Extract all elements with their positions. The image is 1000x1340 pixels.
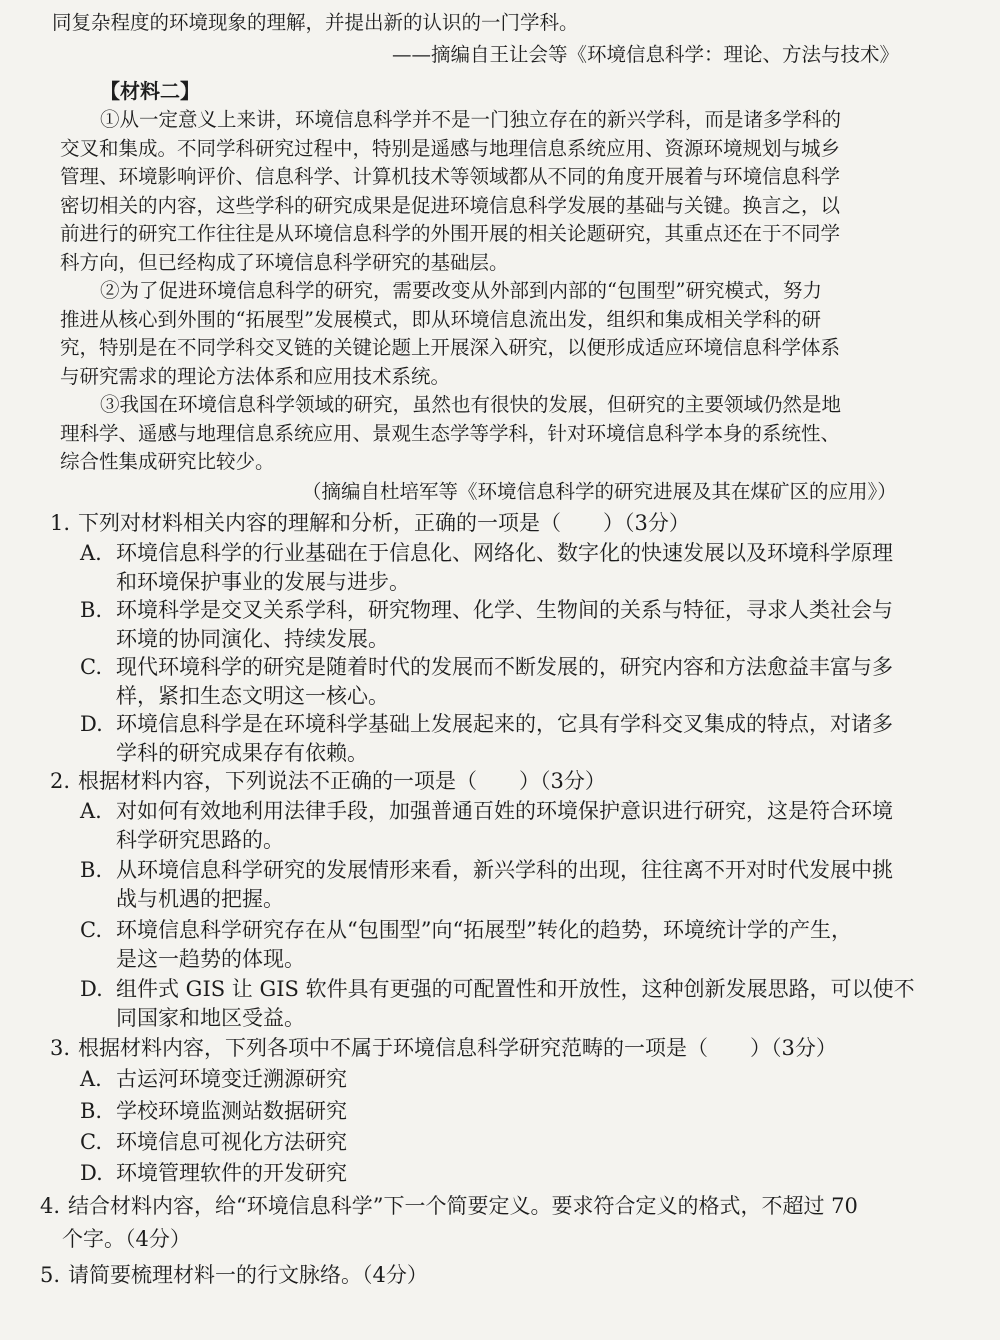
option-text: 对如何有效地利用法律手段，加强普通百姓的环境保护意识进行研究，这是符合环境 [116, 799, 893, 823]
option-continuation: 学科的研究成果存有依赖。 [116, 741, 368, 765]
option-label: D. [80, 712, 103, 736]
source-line-2: （摘编自杜培军等《环境信息科学的研究进展及其在煤矿区的应用》） [302, 480, 897, 503]
option-text: 现代环境科学的研究是随着时代的发展而不断发展的，研究内容和方法愈益丰富与多 [116, 655, 893, 679]
material-line: 究，特别是在不同学科交叉链的关键论题上开展深入研究，以便形成适应环境信息科学体系 [60, 336, 841, 359]
option-label: A. [80, 541, 102, 565]
option-continuation: 样，紧扣生态文明这一核心。 [116, 684, 389, 708]
question-3-stem [50, 1035, 837, 1061]
option-label: D. [80, 1161, 103, 1185]
option-continuation: 科学研究思路的。 [116, 828, 284, 852]
material-line: 管理、环境影响评价、信息科学、计算机技术等领域都从不同的角度开展着与环境信息科学 [60, 165, 841, 188]
question-number: 5. [40, 1263, 61, 1287]
question-1-option-d [80, 711, 893, 737]
material-line: ②为了促进环境信息科学的研究，需要改变从外部到内部的“包围型”研究模式，努力 [100, 279, 822, 302]
question-5-stem [40, 1262, 428, 1288]
material-line: 理科学、遥感与地理信息系统应用、景观生态学等学科，针对环境信息科学本身的系统性、 [60, 422, 841, 445]
question-text: 下列对材料相关内容的理解和分析，正确的一项是（ ）（3分） [78, 511, 690, 535]
material-heading: 【材料二】 [100, 79, 200, 103]
option-continuation: 战与机遇的把握。 [116, 887, 284, 911]
option-label: C. [80, 1130, 102, 1154]
question-text: 根据材料内容，下列说法不正确的一项是（ ）（3分） [78, 769, 606, 793]
question-2-stem [50, 768, 606, 794]
option-label: B. [80, 598, 103, 622]
question-1-option-a [80, 540, 893, 566]
material-line: 综合性集成研究比较少。 [60, 450, 275, 473]
question-4-stem [40, 1193, 858, 1219]
option-label: C. [80, 918, 102, 942]
question-number: 2. [50, 769, 71, 793]
option-continuation: 同国家和地区受益。 [116, 1006, 305, 1030]
question-text: 结合材料内容，给“环境信息科学”下一个简要定义。要求符合定义的格式，不超过 70 [68, 1194, 858, 1218]
option-label: D. [80, 977, 103, 1001]
source-line-1: ——摘编自王让会等《环境信息科学：理论、方法与技术》 [392, 43, 900, 66]
material-line: 推进从核心到外围的“拓展型”发展模式，即从环境信息流出发，组织和集成相关学科的研 [60, 308, 821, 331]
question-text: 根据材料内容，下列各项中不属于环境信息科学研究范畴的一项是（ ）（3分） [78, 1036, 837, 1060]
material-line: 交叉和集成。不同学科研究过程中，特别是遥感与地理信息系统应用、资源环境规划与城乡 [60, 137, 841, 160]
option-text: 学校环境监测站数据研究 [116, 1099, 347, 1123]
question-3-option-c [80, 1129, 347, 1155]
option-text: 环境信息科学的行业基础在于信息化、网络化、数字化的快速发展以及环境科学原理 [116, 541, 893, 565]
question-number: 1. [50, 511, 71, 535]
material-line: 前进行的研究工作往往是从环境信息科学的外围开展的相关论题研究，其重点还在于不同学 [60, 222, 841, 245]
question-3-option-d [80, 1160, 347, 1186]
question-number: 3. [50, 1036, 71, 1060]
question-text: 请简要梳理材料一的行文脉络。（4分） [68, 1263, 428, 1287]
option-continuation: 和环境保护事业的发展与进步。 [116, 570, 410, 594]
question-4-continuation: 个字。（4分） [62, 1227, 191, 1251]
option-text: 古运河环境变迁溯源研究 [116, 1067, 347, 1091]
option-continuation: 是这一趋势的体现。 [116, 947, 305, 971]
question-2-option-b [80, 857, 893, 883]
option-text: 组件式 GIS 让 GIS 软件具有更强的可配置性和开放性，这种创新发展思路，可以使不 [116, 977, 915, 1001]
material-line: ③我国在环境信息科学领域的研究，虽然也有很快的发展，但研究的主要领域仍然是地 [100, 393, 842, 416]
question-2-option-c [80, 917, 852, 943]
question-1-option-c [80, 654, 893, 680]
question-1-stem [50, 510, 690, 536]
material-line: 密切相关的内容，这些学科的研究成果是促进环境信息科学发展的基础与关键。换言之，以 [60, 194, 841, 217]
material-line: 与研究需求的理论方法体系和应用技术系统。 [60, 365, 451, 388]
option-text: 环境信息科学研究存在从“包围型”向“拓展型”转化的趋势，环境统计学的产生， [116, 918, 852, 942]
option-label: C. [80, 655, 102, 679]
option-text: 环境科学是交叉关系学科，研究物理、化学、生物间的关系与特征，寻求人类社会与 [116, 598, 893, 622]
option-continuation: 环境的协同演化、持续发展。 [116, 627, 389, 651]
question-2-option-a [80, 798, 893, 824]
question-3-option-a [80, 1066, 347, 1092]
question-1-option-b [80, 597, 893, 623]
intro-line: 同复杂程度的环境现象的理解，并提出新的认识的一门学科。 [52, 11, 579, 34]
question-number: 4. [40, 1194, 61, 1218]
option-label: A. [80, 799, 102, 823]
option-label: A. [80, 1067, 102, 1091]
material-line: 科方向，但已经构成了环境信息科学研究的基础层。 [60, 251, 509, 274]
option-label: B. [80, 858, 103, 882]
option-text: 环境信息科学是在环境科学基础上发展起来的，它具有学科交叉集成的特点，对诸多 [116, 712, 893, 736]
option-text: 从环境信息科学研究的发展情形来看，新兴学科的出现，往往离不开对时代发展中挑 [116, 858, 893, 882]
option-text: 环境信息可视化方法研究 [116, 1130, 347, 1154]
question-2-option-d [80, 976, 915, 1002]
option-label: B. [80, 1099, 103, 1123]
option-text: 环境管理软件的开发研究 [116, 1161, 347, 1185]
question-3-option-b [80, 1098, 347, 1124]
material-line: ①从一定意义上来讲，环境信息科学并不是一门独立存在的新兴学科，而是诸多学科的 [100, 108, 842, 131]
